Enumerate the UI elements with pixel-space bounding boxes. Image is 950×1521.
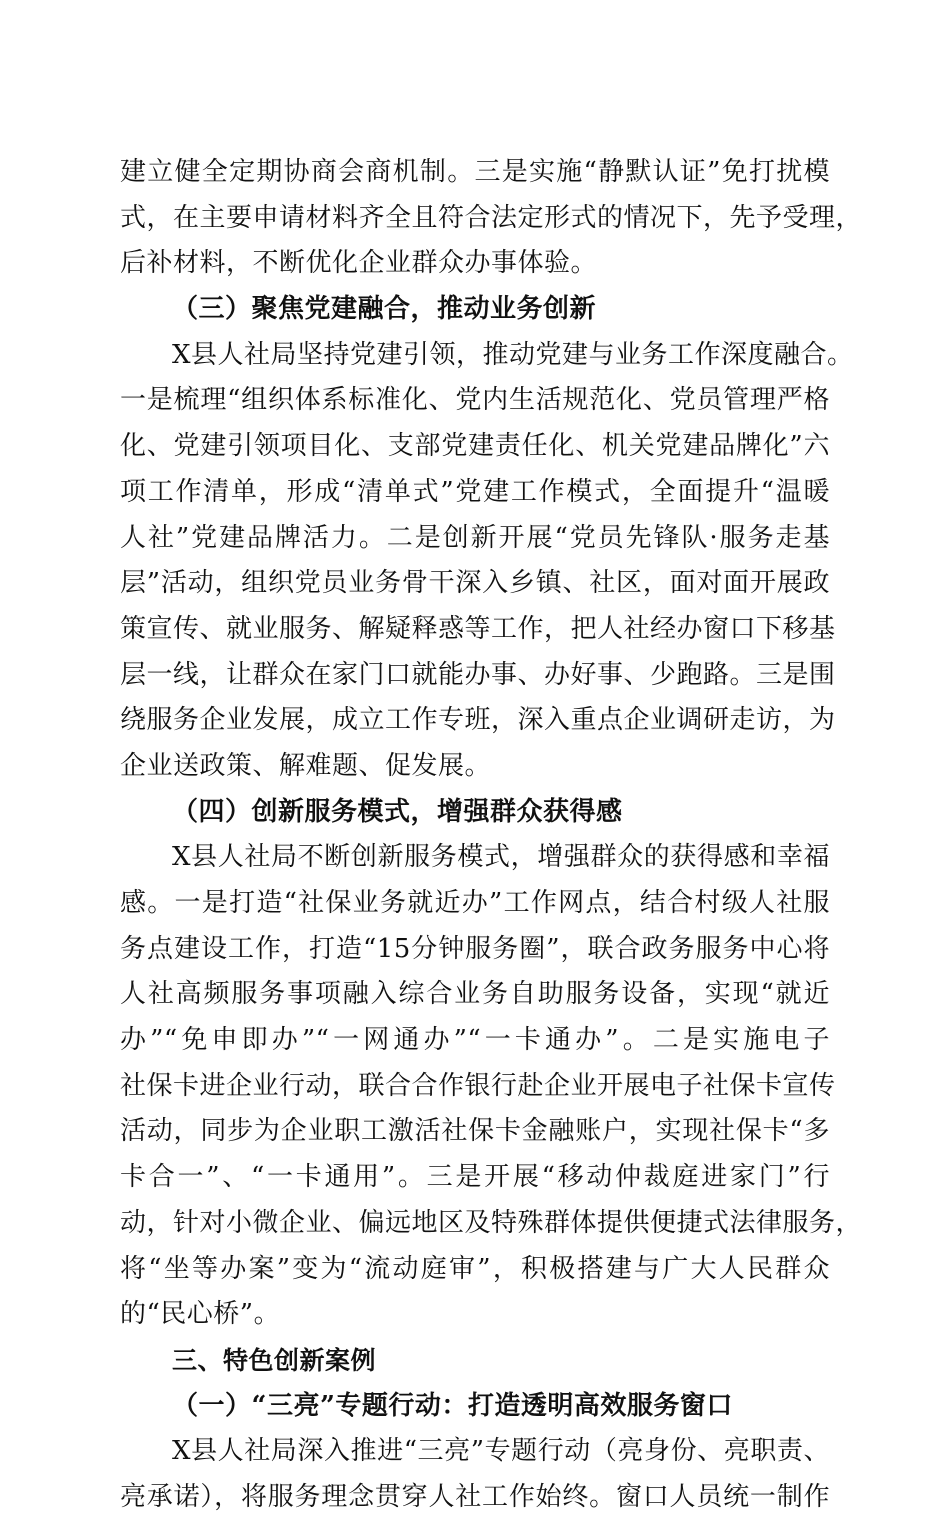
paragraph-line: X县人社局坚持党建引领，推动党建与业务工作深度融合。 — [172, 339, 854, 370]
paragraph-line: 策宣传、就业服务、解疑释惑等工作，把人社经办窗口下移基 — [120, 613, 836, 644]
paragraph-line: 一是梳理“组织体系标准化、党内生活规范化、党员管理严格 — [120, 385, 830, 416]
paragraph-line: 人社高频服务事项融入综合业务自助服务设备，实现“就近 — [120, 979, 830, 1010]
paragraph-line: X县人社局不断创新服务模式，增强群众的获得感和幸福 — [172, 842, 830, 873]
paragraph-line: 化、党建引领项目化、支部党建责任化、机关党建品牌化”六 — [120, 431, 830, 462]
paragraph-line: 层”活动，组织党员业务骨干深入乡镇、社区，面对面开展政 — [120, 568, 830, 599]
paragraph-line: 人社”党建品牌活力。二是创新开展“党员先锋队·服务走基 — [120, 522, 830, 553]
document-body — [120, 150, 863, 1521]
paragraph-line: 绕服务企业发展，成立工作专班，深入重点企业调研走访，为 — [120, 705, 836, 736]
paragraph-line: 活动，同步为企业职工激活社保卡金融账户，实现社保卡“多 — [120, 1116, 830, 1147]
paragraph-line: 务点建设工作，打造“15分钟服务圈”，联合政务服务中心将 — [120, 933, 830, 964]
subheading-service-model: （四）创新服务模式，增强群众获得感 — [172, 796, 623, 827]
paragraph-line: 动，针对小微企业、偏远地区及特殊群体提供便捷式法律服务， — [120, 1207, 863, 1238]
paragraph-line: 亮承诺），将服务理念贯穿人社工作始终。窗口人员统一制作 — [120, 1481, 830, 1512]
paragraph-line: 后补材料，不断优化企业群众办事体验。 — [120, 248, 598, 279]
section-heading-innovation-cases: 三、特色创新案例 — [172, 1345, 377, 1375]
paragraph-line: 卡合一”、“一卡通用”。三是开展“移动仲裁庭进家门”行 — [120, 1162, 830, 1193]
subheading-party-building: （三）聚焦党建融合，推动业务创新 — [172, 294, 597, 325]
paragraph-line: 建立健全定期协商会商机制。三是实施“静默认证”免打扰模 — [120, 157, 830, 187]
paragraph-line: 感。一是打造“社保业务就近办”工作网点，结合村级人社服 — [120, 888, 830, 918]
paragraph-line: 办”“免申即办”“一网通办”“一卡通办”。二是实施电子 — [120, 1025, 830, 1056]
paragraph-line: 式，在主要申请材料齐全且符合法定形式的情况下，先予受理， — [120, 202, 863, 233]
paragraph-line: 层一线，让群众在家门口就能办事、办好事、少跑路。三是围 — [120, 659, 836, 690]
paragraph-line: 的“民心桥”。 — [120, 1299, 281, 1330]
paragraph-line: X县人社局深入推进“三亮”专题行动（亮身份、亮职责、 — [172, 1436, 830, 1467]
subheading-three-bright-action: （一）“三亮”专题行动：打造透明高效服务窗口 — [172, 1390, 733, 1421]
paragraph-line: 将“坐等办案”变为“流动庭审”，积极搭建与广大人民群众 — [120, 1253, 830, 1284]
paragraph-line: 项工作清单，形成“清单式”党建工作模式，全面提升“温暖 — [120, 476, 830, 507]
paragraph-line: 社保卡进企业行动，联合合作银行赴企业开展电子社保卡宣传 — [120, 1070, 836, 1101]
paragraph-line: 企业送政策、解难题、促发展。 — [120, 750, 492, 781]
